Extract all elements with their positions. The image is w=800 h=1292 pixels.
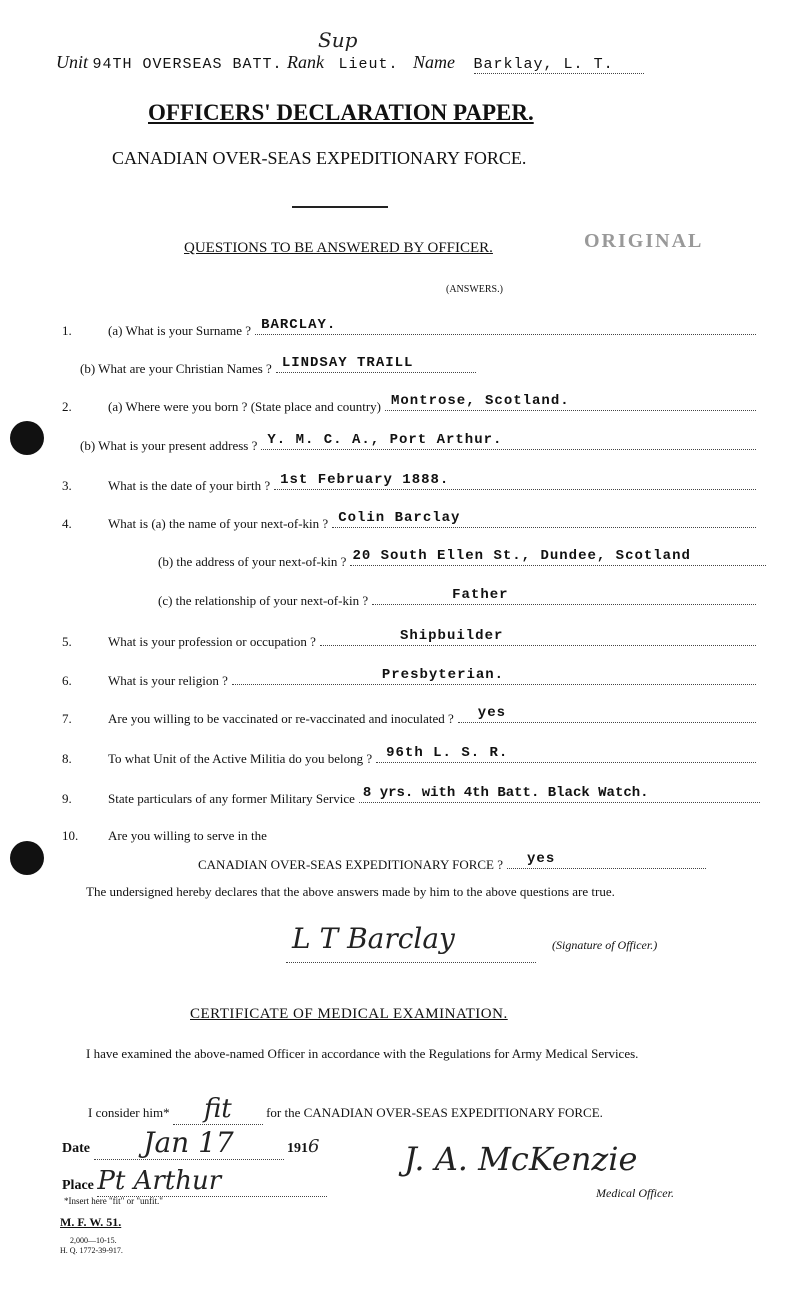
answer: yes <box>477 705 507 721</box>
signature-caption: (Signature of Officer.) <box>552 938 658 952</box>
answer: Y. M. C. A., Port Arthur. <box>267 432 503 448</box>
question-label: What is your profession or occupation ? <box>108 634 316 649</box>
punch-hole <box>10 421 44 455</box>
certificate-text: I have examined the above-named Officer in accordance with the Regulations for Army Medical Services. <box>86 1046 639 1061</box>
header-line <box>56 52 644 74</box>
question-label: State particulars of any former Military Service <box>108 791 355 806</box>
answer: 20 South Ellen St., Dundee, Scotland <box>352 548 691 564</box>
fitness-line <box>88 1094 603 1125</box>
year-prefix: 191 <box>287 1141 308 1156</box>
question-row: 8. To what Unit of the Active Militia do you belong ? 96th L. S. R. <box>62 750 760 770</box>
question-row: 6. What is your religion ? Presbyterian. <box>62 672 760 692</box>
answer: Presbyterian. <box>381 667 505 683</box>
year-suffix: 6 <box>308 1136 320 1157</box>
answer: Montrose, Scotland. <box>391 393 570 409</box>
answer: Father <box>452 587 509 603</box>
answers-label: (ANSWERS.) <box>446 284 503 295</box>
certificate-heading: CERTIFICATE OF MEDICAL EXAMINATION. <box>190 1006 508 1022</box>
print-line: H. Q. 1772-39-917. <box>60 1246 123 1255</box>
question-row <box>80 432 760 457</box>
fitness-value: fit <box>173 1094 263 1125</box>
date-line <box>62 1126 319 1160</box>
unit-label: Unit <box>56 52 89 72</box>
page-subtitle: CANADIAN OVER-SEAS EXPEDITIONARY FORCE. <box>112 148 527 168</box>
punch-hole <box>10 841 44 875</box>
question-label: (b) What is your present address ? <box>80 438 258 453</box>
question-row: 5. What is your profession or occupation ? Shipbuilder <box>62 633 760 653</box>
place-line <box>62 1166 327 1197</box>
question-label: What is your religion ? <box>108 673 228 688</box>
question-row: 7. Are you willing to be vaccinated or re-vaccinated and inoculated ? yes <box>62 710 760 730</box>
questions-heading: QUESTIONS TO BE ANSWERED BY OFFICER. <box>184 240 493 256</box>
name-value: Barklay, L. T. <box>474 56 644 74</box>
question-row <box>158 587 760 612</box>
unit-value: 94TH OVERSEAS BATT. <box>92 56 283 73</box>
question-label: (b) the address of your next-of-kin ? <box>158 554 347 569</box>
officer-signature: L T Barclay <box>292 922 455 955</box>
date-value: Jan 17 <box>94 1126 284 1160</box>
form-number: M. F. W. 51. <box>60 1215 122 1229</box>
signature-line <box>286 962 536 963</box>
answer: Shipbuilder <box>399 628 504 644</box>
question-label: CANADIAN OVER-SEAS EXPEDITIONARY FORCE ? <box>198 857 504 872</box>
consider-suffix: for the CANADIAN OVER-SEAS EXPEDITIONARY FORCE. <box>266 1105 603 1120</box>
question-label: Are you willing to serve in the <box>108 828 267 843</box>
place-label: Place <box>62 1178 94 1193</box>
footnote: *Insert here "fit" or "unfit." <box>64 1196 163 1206</box>
question-row: 9. State particulars of any former Military Service 8 yrs. with 4th Batt. Black Watch. <box>62 790 764 810</box>
question-label: (b) What are your Christian Names ? <box>80 361 272 376</box>
question-label: (a) Where were you born ? (State place and country) <box>108 399 381 414</box>
question-row: 3. What is the date of your birth ? 1st February 1888. <box>62 477 760 497</box>
rank-label: Rank <box>287 52 325 72</box>
question-row: 10. Are you willing to serve in the <box>62 828 267 843</box>
divider <box>292 206 388 208</box>
page-title: OFFICERS' DECLARATION PAPER. <box>148 100 534 125</box>
place-value: Pt Arthur <box>97 1166 327 1197</box>
print-line: 2,000—10-15. <box>70 1236 117 1245</box>
declaration-text: The undersigned hereby declares that the above answers made by him to the above questions are true. <box>86 884 615 899</box>
answer: 8 yrs. with 4th Batt. Black Watch. <box>362 785 649 801</box>
question-row: 4. What is (a) the name of your next-of-kin ? Colin Barclay <box>62 515 760 535</box>
question-row: 2. (a) Where were you born ? (State place and country) Montrose, Scotland. <box>62 398 760 418</box>
question-label: (a) What is your Surname ? <box>108 323 252 338</box>
question-row <box>158 548 770 573</box>
question-row <box>80 355 760 380</box>
rank-value: Lieut. <box>338 56 399 73</box>
answer: LINDSAY TRAILL <box>281 355 414 371</box>
question-row: 1. (a) What is your Surname ? BARCLAY. <box>62 322 760 342</box>
medical-officer-signature: J. A. McKenzie <box>404 1140 638 1178</box>
answer: yes <box>527 851 556 867</box>
answer: 1st February 1888. <box>280 472 450 488</box>
question-label: What is the date of your birth ? <box>108 478 271 493</box>
consider-label: I consider him* <box>88 1105 170 1120</box>
question-label: What is (a) the name of your next-of-kin ? <box>108 516 329 531</box>
original-stamp: ORIGINAL <box>584 230 704 252</box>
name-label: Name <box>413 52 456 72</box>
question-label: Are you willing to be vaccinated or re-vaccinated and inoculated ? <box>108 711 454 726</box>
rank-annotation: Sup <box>318 28 358 52</box>
question-row <box>198 851 710 876</box>
answer: Colin Barclay <box>338 510 461 526</box>
question-label: (c) the relationship of your next-of-kin ? <box>158 593 369 608</box>
answer: 96th L. S. R. <box>386 745 509 761</box>
question-label: To what Unit of the Active Militia do you belong ? <box>108 751 373 766</box>
answer: BARCLAY. <box>261 317 337 333</box>
medical-officer-label: Medical Officer. <box>596 1186 674 1200</box>
date-label: Date <box>62 1141 90 1156</box>
